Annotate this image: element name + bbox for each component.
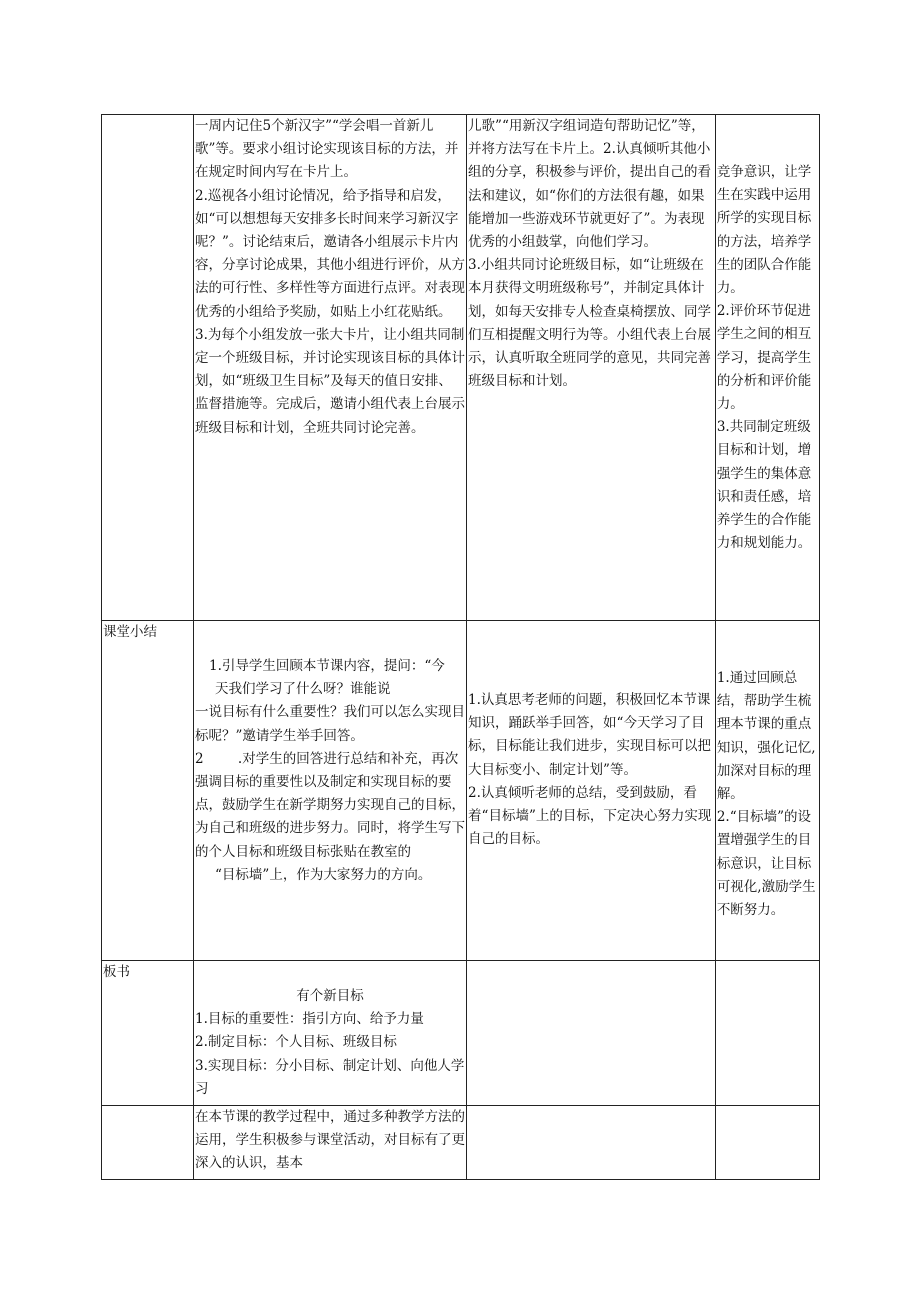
teacher-activity-paragraph: 一周内记住5个新汉字”“学会唱一首新儿歌”等。要求小组讨论实现该目标的方法，并在规定时间内写在卡片上。 [195, 118, 459, 181]
teacher-activity-paragraph: 3.为每个小组发放一张大卡片，让小组共同制定一个班级目标，并讨论实现该目标的具体计划，如“班级卫生目标”及每天的值日安排、监督措施等。完成后，邀请小组代表上台展示班级目标和计划，全班共同讨论完善。 [195, 326, 466, 436]
blackboard-empty-cell [467, 961, 716, 1106]
reflection-paragraph: 在本节课的教学过程中，通过多种教学方法的运用，学生积极参与课堂活动，对目标有了更深入的认识，基本 [195, 1109, 466, 1172]
blackboard-title: 有个新目标 [296, 988, 364, 1004]
row-label-blackboard: 板书 [102, 961, 194, 1106]
teacher-summary-paragraph: 一说目标有什么重要性？我们可以怎么实现目标呢？”邀请学生举手回答。 [195, 704, 466, 744]
blackboard-empty-cell [715, 961, 819, 1106]
reflection-cell [194, 1106, 467, 1180]
student-summary-paragraph: 1.认真思考老师的问题，积极回忆本节课知识，踊跃举手回答，如“今天学习了目标，目标能让我们进步，实现目标可以把大目标变小、制定计划”等。 [468, 692, 712, 778]
blackboard-cell [194, 961, 467, 1106]
blackboard-line: 1.目标的重要性：指引方向、给予力量 [195, 1011, 424, 1028]
teacher-summary-paragraph: “目标墙”上，作为大家努力的方向。 [215, 866, 432, 883]
design-intent-paragraph: 竞争意识，让学生在实践中运用所学的实现目标的方法，培养学生的团队合作能力。 [716, 164, 812, 297]
table-row-blackboard [102, 961, 820, 1106]
teacher-summary-paragraph: 2 .对学生的回答进行总结和补充，再次强调目标的重要性以及制定和实现目标的要点，鼓励学生在新学期努力实现自己的目标，为自己和班级的进步努力。同时，将学生写下的个人目标和班级目标张贴在教室的 [195, 750, 466, 860]
student-activity-cell [467, 115, 716, 621]
student-summary-cell [467, 621, 716, 961]
intent-summary-cell [715, 621, 819, 961]
reflection-empty-cell [715, 1106, 819, 1180]
table-row-summary [102, 621, 820, 961]
teacher-summary-paragraph: 天我们学习了什么呀？谁能说 [215, 681, 391, 698]
student-summary-paragraph: 2.认真倾听老师的总结，受到鼓励，看着“目标墙”上的目标，下定决心努力实现自己的目标。 [468, 784, 712, 848]
row-label [102, 115, 194, 621]
design-intent-paragraph: 3.共同制定班级目标和计划，增强学生的集体意识和责任感，培养学生的合作能力和规划能力。 [716, 419, 812, 552]
design-intent-cell [715, 115, 819, 621]
table-row-activity [102, 115, 820, 621]
table-row-reflection [102, 1106, 820, 1180]
teacher-activity-cell [194, 115, 467, 621]
row-label-summary: 课堂小结 [102, 621, 194, 961]
intent-summary-paragraph: 2.“目标墙”的设置增强学生的目标意识，让目标可视化,激励学生不断努力。 [716, 809, 816, 919]
lesson-plan-table [101, 114, 820, 1180]
teacher-summary-paragraph: 1.引导学生回顾本节课内容，提问：“今 [209, 658, 445, 674]
student-activity-paragraph: 儿歌”“用新汉字组词造句帮助记忆”等，并将方法写在卡片上。2.认真倾听其他小组的分享，积极参与评价，提出自己的看法和建议，如“你们的方法很有趣，如果能增加一些游戏环节就更好了”。为表现优秀的小组鼓掌，向他们学习。 [468, 118, 712, 251]
reflection-empty-cell [467, 1106, 716, 1180]
blackboard-line: 2.制定目标：个人目标、班级目标 [195, 1034, 397, 1051]
design-intent-paragraph: 2.评价环节促进学生之间的相互学习，提高学生的分析和评价能力。 [716, 303, 812, 413]
intent-summary-paragraph: 1.通过回顾总结，帮助学生梳理本节课的重点知识，强化记忆,加深对目标的理解。 [716, 670, 816, 803]
student-activity-paragraph: 3.小组共同讨论班级目标，如“让班级在本月获得文明班级称号”，并制定具体计划，如每天安排专人检查桌椅摆放、同学们互相提醒文明行为等。小组代表上台展示，认真听取全班同学的意见，共同完善班级目标和计划。 [468, 257, 712, 390]
teacher-activity-paragraph: 2.巡视各小组讨论情况，给予指导和启发，如“可以想想每天安排多长时间来学习新汉字呢？”。讨论结束后，邀请各小组展示卡片内容，分享讨论成果，其他小组进行评价，从方法的可行性、多样性等方面进行点评。对表现优秀的小组给予奖励，如贴上小红花贴纸。 [195, 187, 466, 320]
teacher-summary-cell [194, 621, 467, 961]
blackboard-line: 3.实现目标：分小目标、制定计划、向他人学习 [195, 1057, 465, 1097]
row-label-reflection [102, 1106, 194, 1180]
